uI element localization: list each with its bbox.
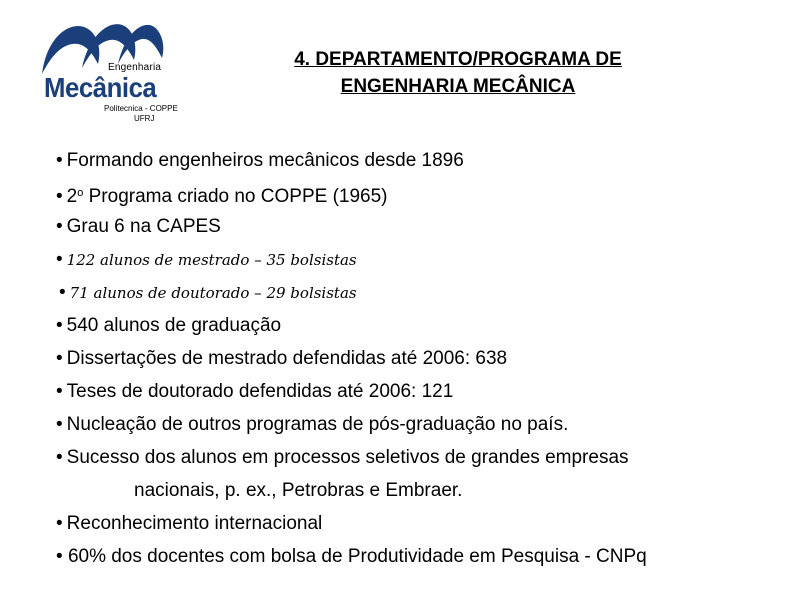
bullet-marker: • <box>56 381 63 402</box>
bullet-text-number: 2 <box>66 186 78 207</box>
bullet-list <box>56 144 776 573</box>
bullet-text: Teses de doutorado defendidas até 2006: 121 <box>66 381 454 402</box>
logo-engenharia-text: Engenharia <box>108 62 162 73</box>
engenharia-mecanica-logo <box>38 8 178 123</box>
list-item <box>56 144 776 177</box>
bullet-marker: • <box>56 348 63 369</box>
list-item <box>56 441 776 474</box>
title-line-1: 4. DEPARTAMENTO/PROGRAMA DE <box>294 49 622 70</box>
logo-ufrj-text: UFRJ <box>134 114 155 123</box>
list-item <box>56 177 776 210</box>
list-item <box>56 375 776 408</box>
bullet-marker: • <box>56 216 63 237</box>
bullet-marker: • <box>56 150 63 171</box>
bullet-text: Dissertações de mestrado defendidas até 2006: 638 <box>66 348 508 369</box>
list-item <box>56 540 716 573</box>
bullet-text: 71 alunos de doutorado – 29 bolsistas <box>69 284 357 302</box>
bullet-text: Formando engenheiros mecânicos desde 1896 <box>66 150 464 171</box>
bullet-text: 122 alunos de mestrado – 35 bolsistas <box>66 251 357 269</box>
page-title <box>230 46 686 100</box>
title-line-2: ENGENHARIA MECÂNICA <box>340 76 576 97</box>
bullet-text: Reconhecimento internacional <box>66 513 323 534</box>
bullet-text: Sucesso dos alunos em processos seletivos de grandes empresas <box>66 447 629 468</box>
bullet-marker: • <box>56 315 63 336</box>
list-item <box>56 408 776 441</box>
bullet-marker: • <box>56 186 63 207</box>
list-item <box>56 210 776 243</box>
bullet-text: Grau 6 na CAPES <box>66 216 221 237</box>
list-item <box>56 243 776 276</box>
bullet-marker: • <box>56 249 63 270</box>
bullet-text-ordinal: o <box>77 187 84 199</box>
bullet-text: Programa criado no COPPE (1965) <box>83 186 388 207</box>
bullet-continuation: nacionais, p. ex., Petrobras e Embraer. <box>134 480 463 501</box>
bullet-text: 60% dos docentes com bolsa de Produtividade em Pesquisa - CNPq <box>67 546 647 567</box>
bullet-marker: • <box>56 414 63 435</box>
bullet-marker: • <box>56 546 63 567</box>
bullet-text: 540 alunos de graduação <box>66 315 282 336</box>
logo-mecanica-text: Mecânica <box>44 72 157 103</box>
list-item <box>56 507 776 540</box>
list-item <box>56 309 776 342</box>
bullet-marker: • <box>59 282 66 303</box>
bullet-marker: • <box>56 513 63 534</box>
bullet-text: Nucleação de outros programas de pós-graduação no país. <box>66 414 569 435</box>
list-item <box>56 276 776 309</box>
list-item <box>56 342 776 375</box>
logo-politecnica-text: Politecnica - COPPE <box>104 104 178 113</box>
bullet-marker: • <box>56 447 63 468</box>
